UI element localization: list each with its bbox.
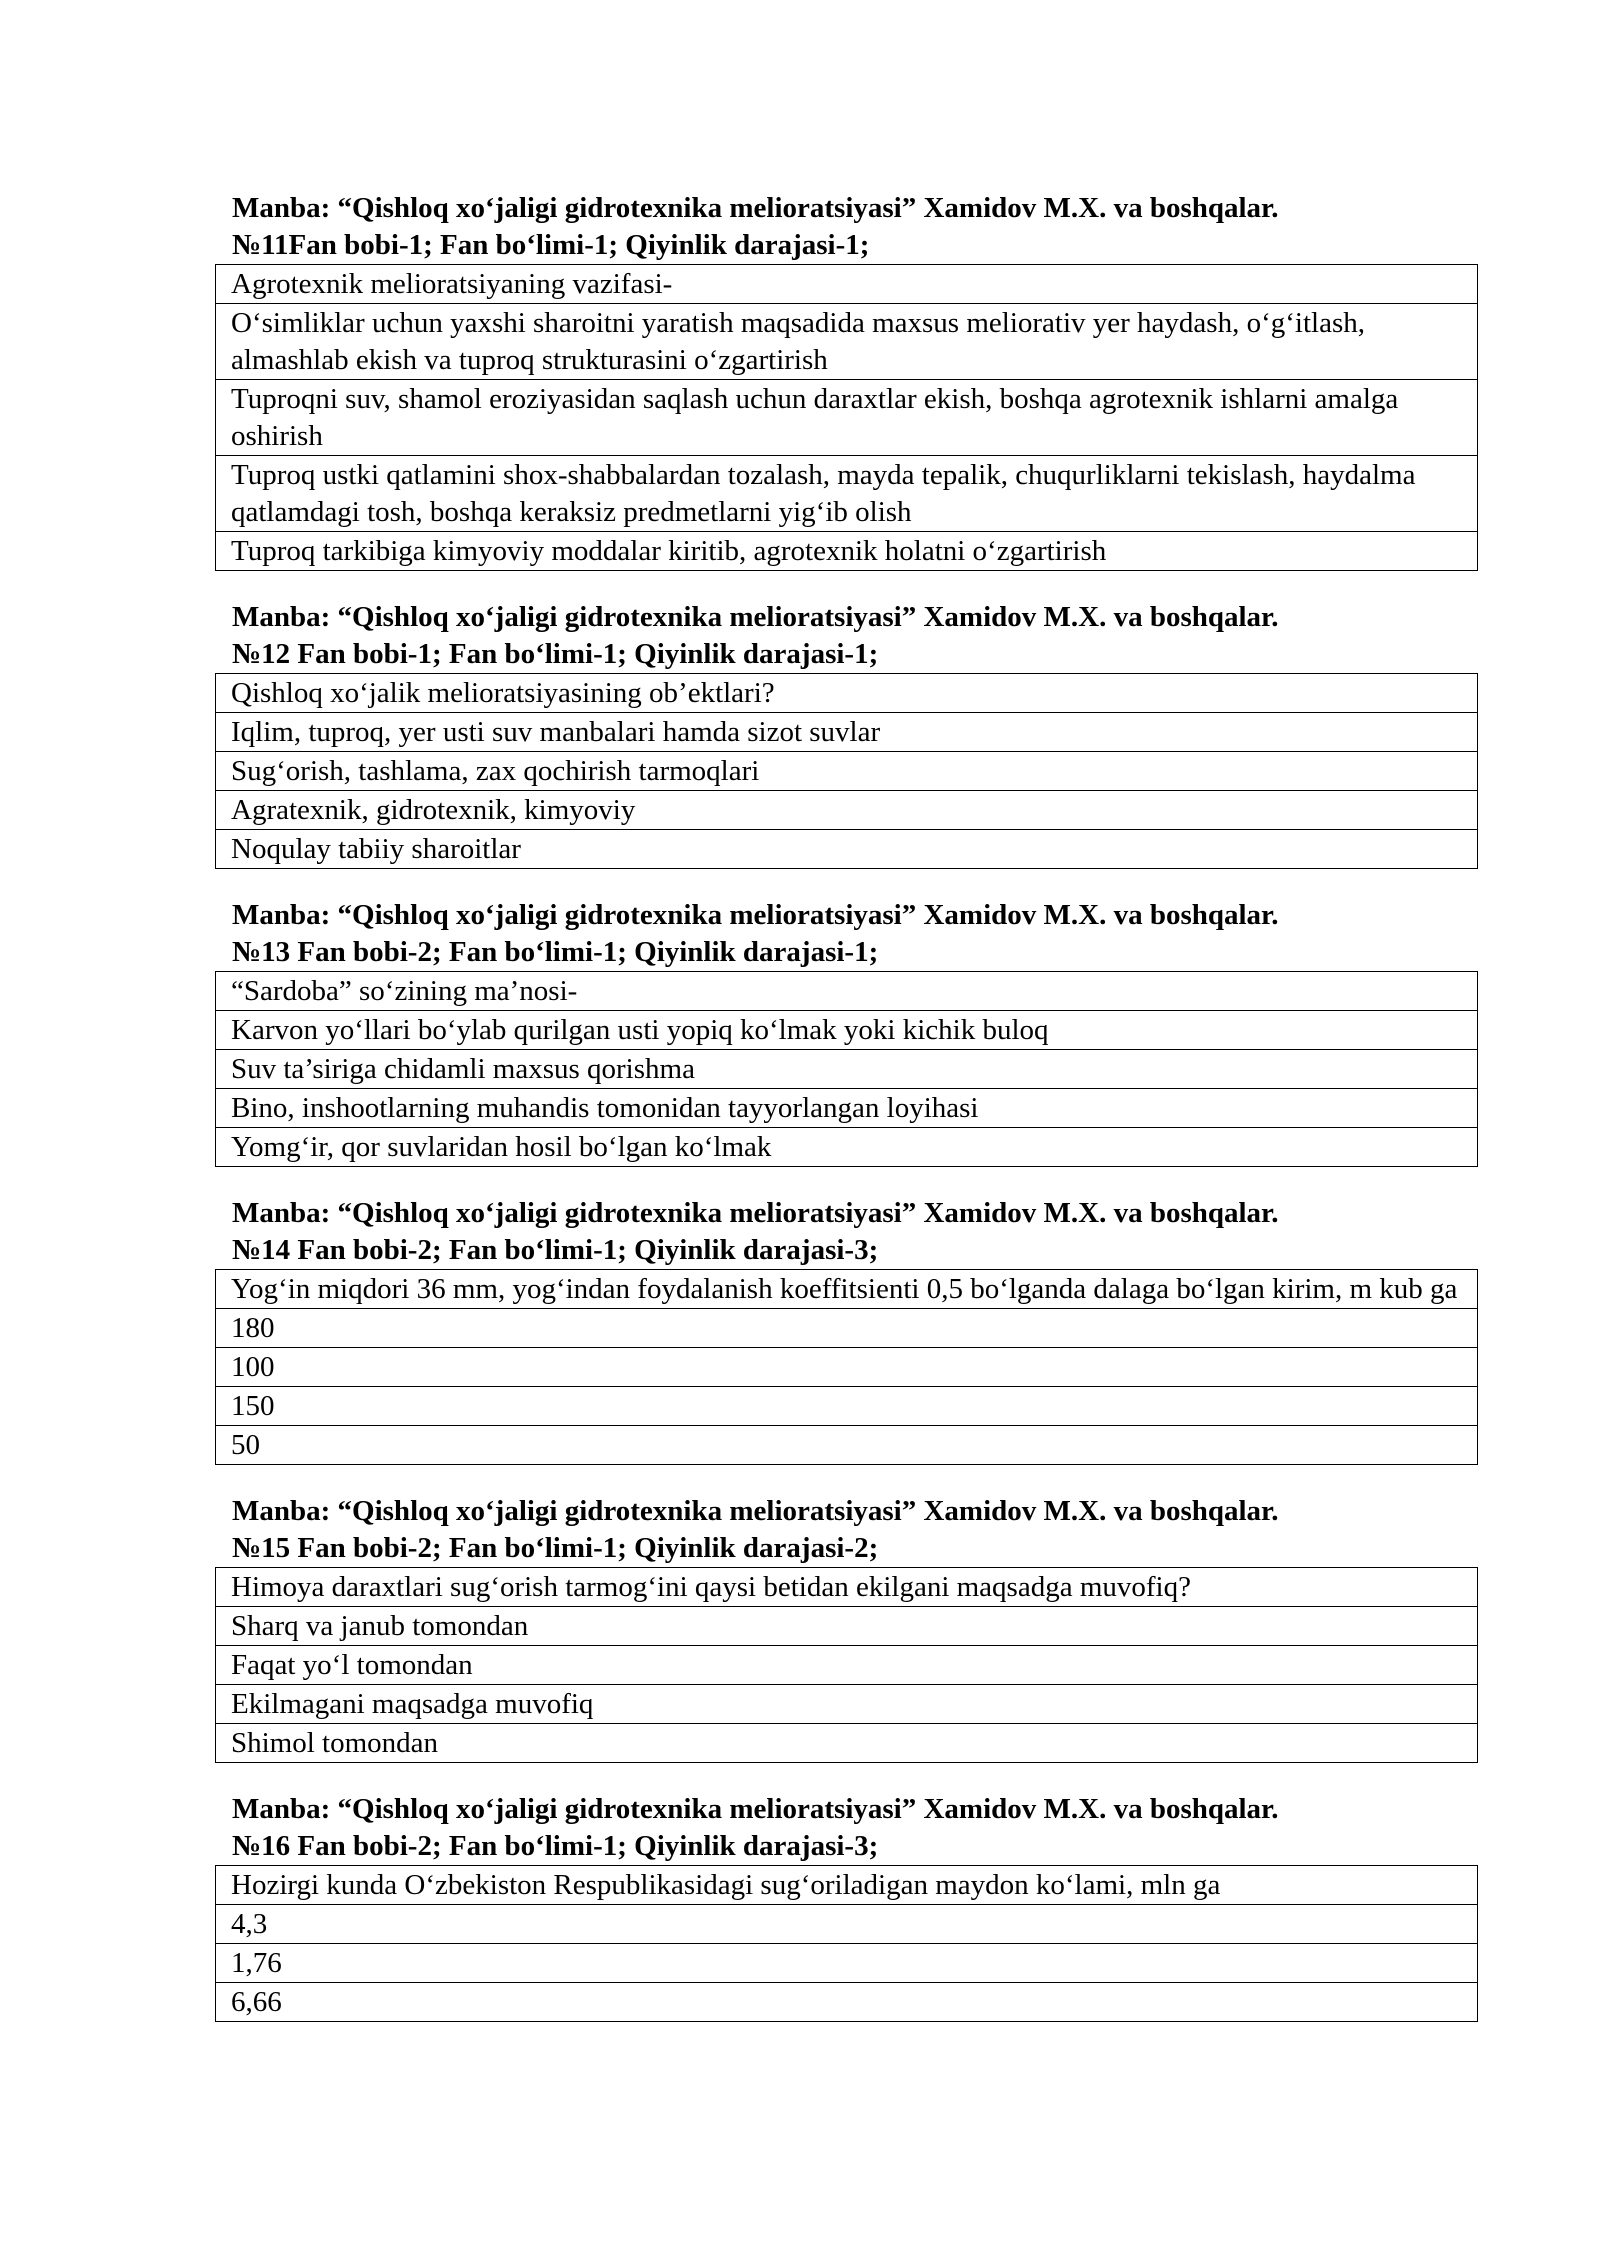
answer-row: [216, 1607, 1478, 1646]
answer-option: Tuproq ustki qatlamini shox-shabbalardan tozalash, mayda tepalik, chuqurliklarni tekislash, haydalma qatlamdagi tosh, boshqa keraksiz predmetlarni yig‘ib olish: [216, 456, 1478, 532]
source-line: Manba: “Qishloq xo‘jaligi gidrotexnika melioratsiyasi” Xamidov M.X. va boshqalar.: [232, 1793, 1279, 1825]
answer-option: 100: [216, 1348, 1478, 1387]
question-text: “Sardoba” so‘zining ma’nosi-: [216, 972, 1478, 1011]
answer-row: [216, 304, 1478, 380]
answer-row: [216, 1348, 1478, 1387]
answer-option: Agratexnik, gidrotexnik, kimyoviy: [216, 791, 1478, 830]
question-text: Hozirgi kunda O‘zbekiston Respublikasidagi sug‘oriladigan maydon ko‘lami, mln ga: [216, 1866, 1478, 1905]
answer-option: Faqat yo‘l tomondan: [216, 1646, 1478, 1685]
question-block: [215, 1791, 1478, 2022]
answer-option: 6,66: [216, 1983, 1478, 2022]
question-table: [215, 1269, 1478, 1465]
question-header: [215, 190, 1478, 264]
source-line: Manba: “Qishloq xo‘jaligi gidrotexnika melioratsiyasi” Xamidov M.X. va boshqalar.: [232, 192, 1279, 224]
answer-row: [216, 752, 1478, 791]
question-block: [215, 599, 1478, 869]
answer-row: [216, 1983, 1478, 2022]
answer-row: [216, 532, 1478, 571]
answer-option: 180: [216, 1309, 1478, 1348]
answer-row: [216, 456, 1478, 532]
question-text: Yog‘in miqdori 36 mm, yog‘indan foydalanish koeffitsienti 0,5 bo‘lganda dalaga bo‘lgan kirim, m kub ga: [216, 1270, 1478, 1309]
question-row: [216, 1568, 1478, 1607]
question-block: [215, 1195, 1478, 1465]
question-row: [216, 265, 1478, 304]
answer-option: 50: [216, 1426, 1478, 1465]
answer-option: 4,3: [216, 1905, 1478, 1944]
question-text: Agrotexnik melioratsiyaning vazifasi-: [216, 265, 1478, 304]
answer-row: [216, 1685, 1478, 1724]
answer-option: O‘simliklar uchun yaxshi sharoitni yaratish maqsadida maxsus meliorativ yer haydash, o‘g‘itlash, almashlab ekish va tuproq strukturasini o‘zgartirish: [216, 304, 1478, 380]
question-header: [215, 1195, 1478, 1269]
document-page: [215, 190, 1478, 2050]
question-text: Himoya daraxtlari sug‘orish tarmog‘ini qaysi betidan ekilgani maqsadga muvofiq?: [216, 1568, 1478, 1607]
answer-option: Iqlim, tuproq, yer usti suv manbalari hamda sizot suvlar: [216, 713, 1478, 752]
question-table: [215, 1567, 1478, 1763]
answer-row: [216, 1128, 1478, 1167]
answer-option: Karvon yo‘llari bo‘ylab qurilgan usti yopiq ko‘lmak yoki kichik buloq: [216, 1011, 1478, 1050]
answer-option: Yomg‘ir, qor suvlaridan hosil bo‘lgan ko‘lmak: [216, 1128, 1478, 1167]
question-block: [215, 190, 1478, 571]
question-header: [215, 1791, 1478, 1865]
answer-row: [216, 830, 1478, 869]
meta-line: №13 Fan bobi-2; Fan bo‘limi-1; Qiyinlik darajasi-1;: [232, 936, 879, 968]
question-header: [215, 599, 1478, 673]
question-row: [216, 1866, 1478, 1905]
question-table: [215, 971, 1478, 1167]
answer-row: [216, 1387, 1478, 1426]
answer-option: Suv ta’siriga chidamli maxsus qorishma: [216, 1050, 1478, 1089]
answer-row: [216, 713, 1478, 752]
answer-row: [216, 1724, 1478, 1763]
source-line: Manba: “Qishloq xo‘jaligi gidrotexnika melioratsiyasi” Xamidov M.X. va boshqalar.: [232, 1495, 1279, 1527]
meta-line: №15 Fan bobi-2; Fan bo‘limi-1; Qiyinlik darajasi-2;: [232, 1532, 879, 1564]
question-block: [215, 897, 1478, 1167]
answer-option: Sharq va janub tomondan: [216, 1607, 1478, 1646]
answer-option: Bino, inshootlarning muhandis tomonidan tayyorlangan loyihasi: [216, 1089, 1478, 1128]
question-row: [216, 972, 1478, 1011]
answer-row: [216, 1089, 1478, 1128]
question-block: [215, 1493, 1478, 1763]
question-table: [215, 1865, 1478, 2022]
answer-row: [216, 380, 1478, 456]
answer-row: [216, 1944, 1478, 1983]
meta-line: №12 Fan bobi-1; Fan bo‘limi-1; Qiyinlik darajasi-1;: [232, 638, 879, 670]
answer-row: [216, 1905, 1478, 1944]
question-header: [215, 897, 1478, 971]
answer-row: [216, 1646, 1478, 1685]
meta-line: №14 Fan bobi-2; Fan bo‘limi-1; Qiyinlik darajasi-3;: [232, 1234, 879, 1266]
answer-option: Noqulay tabiiy sharoitlar: [216, 830, 1478, 869]
answer-row: [216, 1426, 1478, 1465]
source-line: Manba: “Qishloq xo‘jaligi gidrotexnika melioratsiyasi” Xamidov M.X. va boshqalar.: [232, 601, 1279, 633]
answer-option: Tuproq tarkibiga kimyoviy moddalar kiritib, agrotexnik holatni o‘zgartirish: [216, 532, 1478, 571]
source-line: Manba: “Qishloq xo‘jaligi gidrotexnika melioratsiyasi” Xamidov M.X. va boshqalar.: [232, 899, 1279, 931]
answer-option: Ekilmagani maqsadga muvofiq: [216, 1685, 1478, 1724]
answer-row: [216, 1050, 1478, 1089]
question-text: Qishloq xo‘jalik melioratsiyasining ob’ektlari?: [216, 674, 1478, 713]
question-row: [216, 674, 1478, 713]
question-header: [215, 1493, 1478, 1567]
question-table: [215, 673, 1478, 869]
answer-option: Shimol tomondan: [216, 1724, 1478, 1763]
question-table: [215, 264, 1478, 571]
source-line: Manba: “Qishloq xo‘jaligi gidrotexnika melioratsiyasi” Xamidov M.X. va boshqalar.: [232, 1197, 1279, 1229]
meta-line: №11Fan bobi-1; Fan bo‘limi-1; Qiyinlik darajasi-1;: [232, 229, 870, 261]
answer-row: [216, 1011, 1478, 1050]
answer-row: [216, 1309, 1478, 1348]
answer-option: Sug‘orish, tashlama, zax qochirish tarmoqlari: [216, 752, 1478, 791]
question-row: [216, 1270, 1478, 1309]
answer-row: [216, 791, 1478, 830]
answer-option: 1,76: [216, 1944, 1478, 1983]
meta-line: №16 Fan bobi-2; Fan bo‘limi-1; Qiyinlik darajasi-3;: [232, 1830, 879, 1862]
answer-option: Tuproqni suv, shamol eroziyasidan saqlash uchun daraxtlar ekish, boshqa agrotexnik ishlarni amalga oshirish: [216, 380, 1478, 456]
answer-option: 150: [216, 1387, 1478, 1426]
